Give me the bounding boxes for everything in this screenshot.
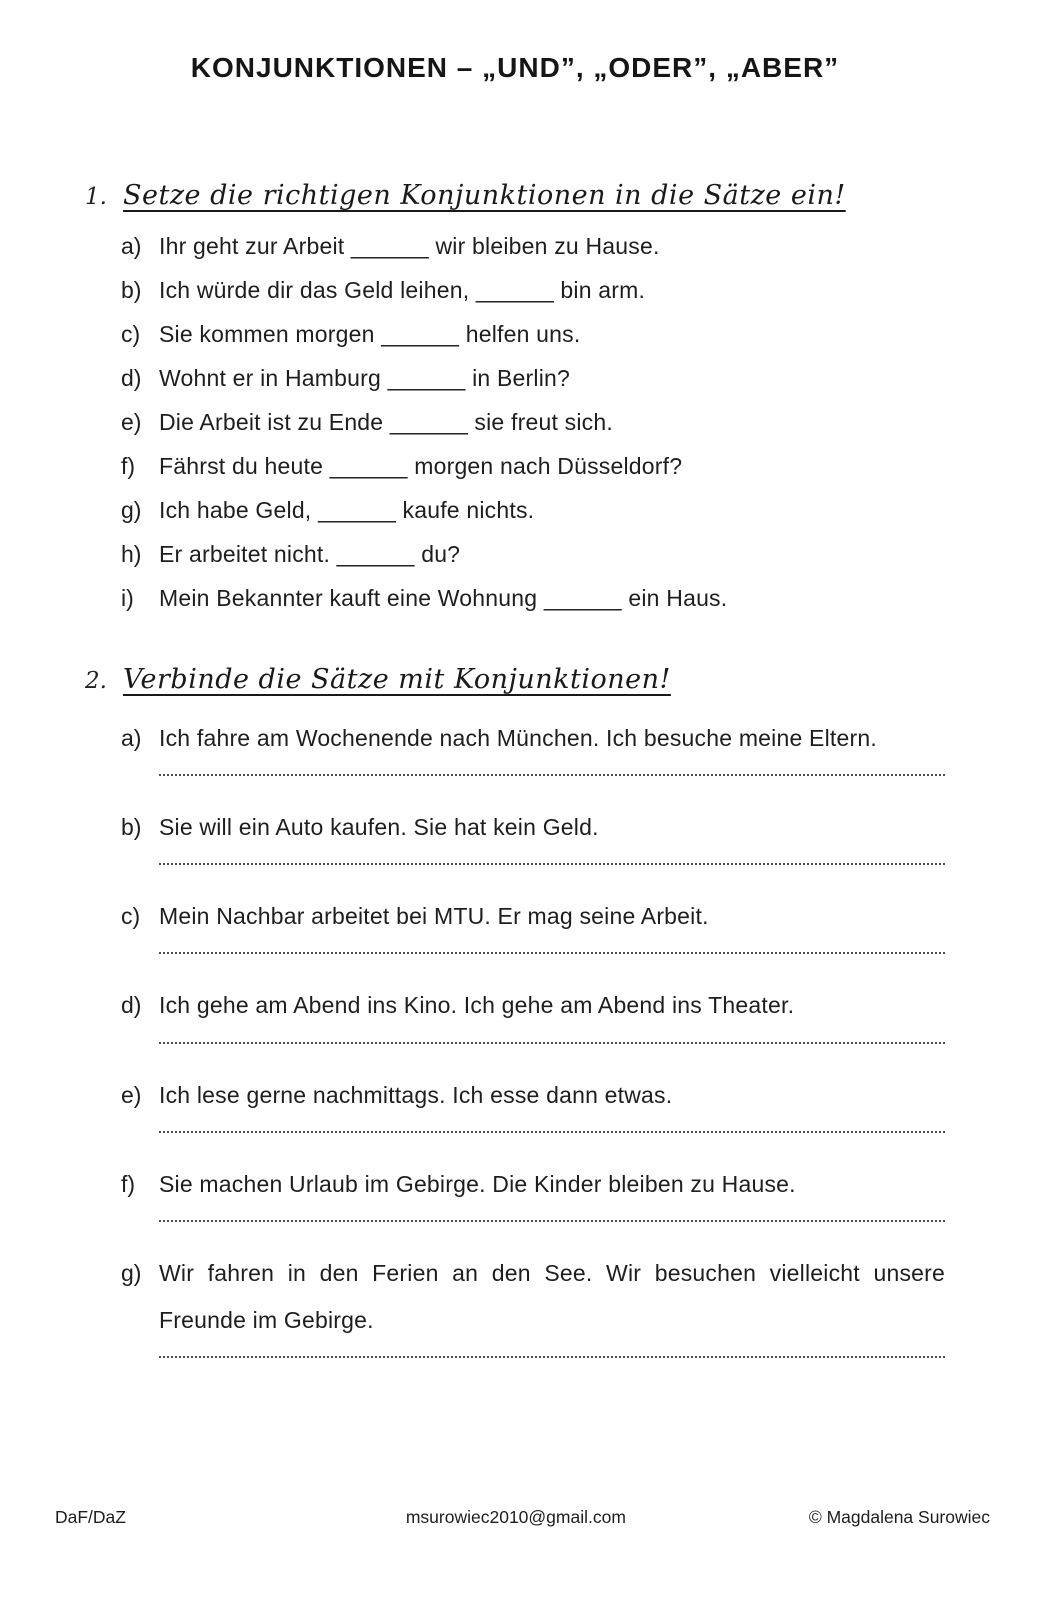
exercise-item [121,541,945,568]
section-1 [85,180,945,612]
item-label: h) [121,541,142,567]
answer-dotted-line [159,1121,945,1133]
item-label: c) [121,321,141,347]
item-body [159,804,945,893]
exercise-item [121,982,945,1071]
item-label: e) [121,409,142,435]
answer-dotted-line [159,1032,945,1044]
exercise-item [121,453,945,480]
item-label: a) [121,233,142,259]
exercise-item [121,1161,945,1250]
item-label: i) [121,585,134,611]
item-text: Ich gehe am Abend ins Kino. Ich gehe am Abend ins Theater. [159,992,795,1019]
item-body [159,1161,945,1250]
item-body [159,1250,945,1386]
answer-dotted-line [159,764,945,776]
page-title: KONJUNKTIONEN – „UND”, „ODER”, „ABER” [190,52,840,83]
exercise-item [121,715,945,804]
exercise-item [121,365,945,392]
footer-copyright: © Magdalena Surowiec [808,1507,990,1527]
exercise-item [121,585,945,612]
item-text: Wir fahren in den Ferien an den See. Wir besuchen vielleicht unsere Freunde im Gebirge. [159,1259,945,1333]
item-text: Ihr geht zur Arbeit ______ wir bleiben zu Hause. [159,233,660,259]
item-text: Fährst du heute ______ morgen nach Düsseldorf? [159,453,683,479]
section-1-head [85,180,945,211]
item-body [159,1072,945,1161]
exercise-item [121,277,945,304]
exercise-item [121,409,945,436]
item-label: f) [121,453,136,479]
item-text: Mein Nachbar arbeitet bei MTU. Er mag seine Arbeit. [159,903,709,930]
section-2 [85,664,945,1386]
item-label: a) [121,725,142,751]
exercise-item [121,804,945,893]
exercise-item [121,1072,945,1161]
item-label: b) [121,814,142,841]
answer-dotted-line [159,853,945,865]
section-2-items [121,715,945,1386]
item-text: Die Arbeit ist zu Ende ______ sie freut sich. [159,409,613,435]
answer-dotted-line [159,1346,945,1358]
footer-email: msurowiec2010@gmail.com [405,1507,626,1527]
answer-dotted-line [159,1210,945,1222]
item-label: g) [121,497,142,523]
item-text: Sie kommen morgen ______ helfen uns. [159,321,581,347]
item-body [159,893,945,982]
item-text: Wohnt er in Hamburg ______ in Berlin? [159,365,570,391]
section-1-items [121,233,945,612]
item-label: b) [121,277,142,303]
item-body [159,715,945,804]
item-text: Ich habe Geld, ______ kaufe nichts. [159,497,535,523]
item-label: f) [121,1170,136,1197]
item-text: Ich lese gerne nachmittags. Ich esse dann etwas. [159,1081,673,1108]
item-text: Sie will ein Auto kaufen. Sie hat kein Geld. [159,814,599,841]
exercise-item [121,893,945,982]
exercise-item [121,321,945,348]
item-label: d) [121,365,142,391]
item-text: Er arbeitet nicht. ______ du? [159,541,461,567]
item-text: Sie machen Urlaub im Gebirge. Die Kinder bleiben zu Hause. [159,1170,796,1197]
section-heading: Verbinde die Sätze mit Konjunktionen! [123,664,671,695]
section-2-head [85,664,945,695]
exercise-item [121,233,945,260]
item-label: c) [121,903,141,930]
exercise-item [121,497,945,524]
item-body [159,982,945,1071]
page-footer [55,1507,990,1528]
footer-left-text: DaF/DaZ [55,1507,126,1527]
item-text: Mein Bekannter kauft eine Wohnung ______ ein Haus. [159,585,728,611]
exercise-item [121,1250,945,1386]
item-label: d) [121,992,142,1019]
section-number: 1. [85,184,107,210]
section-heading: Setze die richtigen Konjunktionen in die Sätze ein! [123,180,846,211]
item-text: Ich würde dir das Geld leihen, ______ bin arm. [159,277,646,303]
section-number: 2. [85,668,107,694]
item-label: g) [121,1259,142,1286]
item-text: Ich fahre am Wochenende nach München. Ich besuche meine Eltern. [159,725,877,751]
item-label: e) [121,1081,142,1108]
answer-dotted-line [159,942,945,954]
